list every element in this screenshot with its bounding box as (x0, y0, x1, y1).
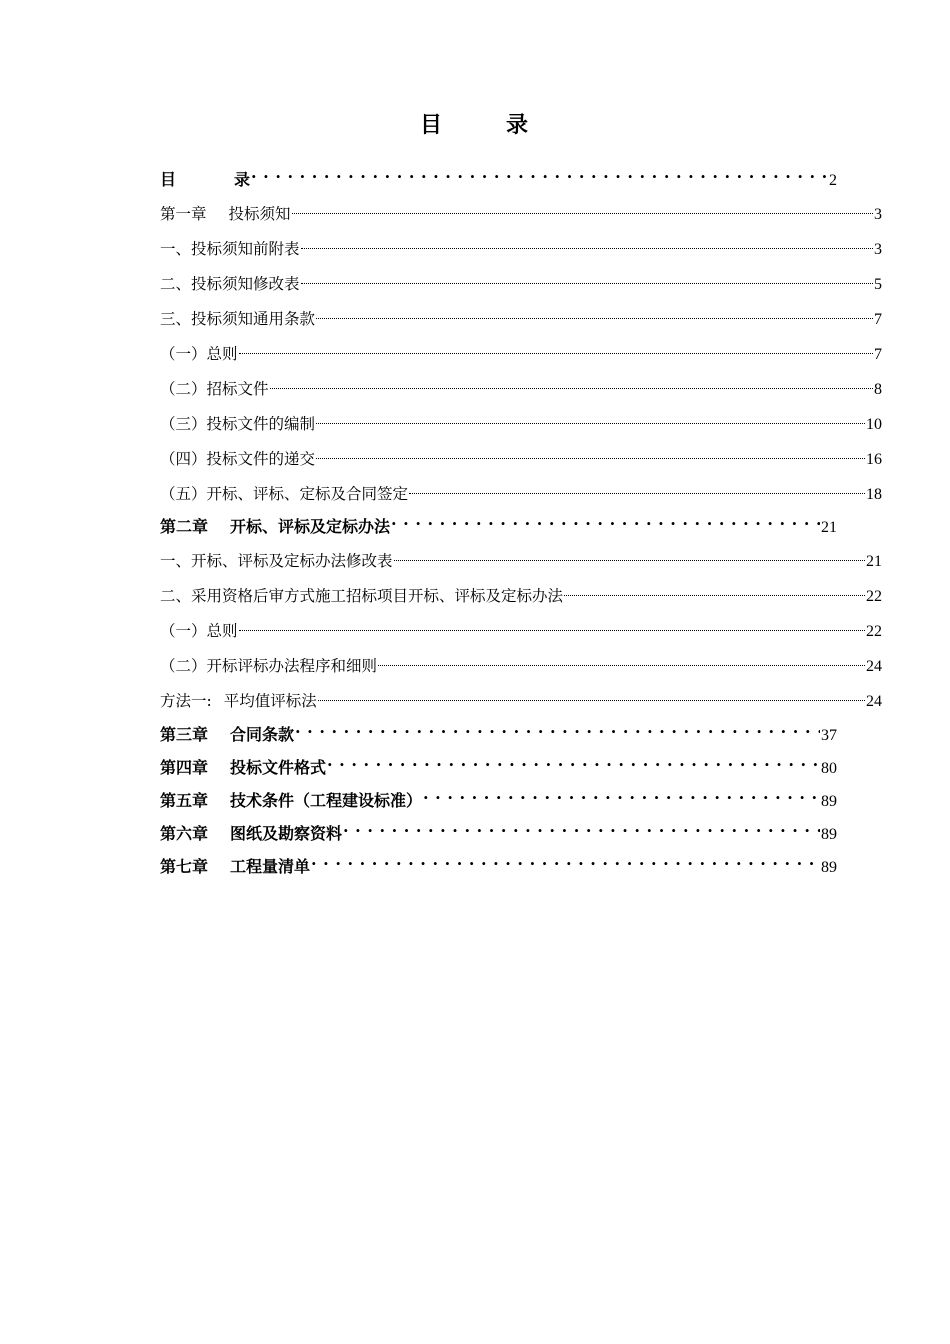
toc-page-number: 21 (866, 553, 882, 570)
toc-page-number: 10 (866, 416, 882, 433)
toc-page-number: 3 (874, 206, 882, 223)
toc-label: 一、开标、评标及定标办法修改表 (160, 552, 393, 570)
toc-entry-chapter-1[interactable] (160, 195, 882, 223)
toc-label: 录 (234, 170, 251, 189)
toc-label: 合同条款 (230, 725, 295, 744)
toc-entry-contents[interactable] (160, 161, 837, 189)
toc-label: （二）开标评标办法程序和细则 (160, 657, 378, 675)
toc-entry[interactable] (160, 577, 882, 605)
toc-entry-chapter-5[interactable] (160, 782, 837, 810)
toc-entry[interactable] (160, 682, 882, 710)
toc-entry[interactable] (160, 265, 882, 293)
toc-label: 目 (160, 170, 177, 189)
toc-page-number: 24 (866, 693, 882, 710)
toc-entry[interactable] (160, 612, 882, 640)
toc-label: 投标文件格式 (230, 758, 327, 777)
toc-page-number: 22 (866, 623, 882, 640)
toc-page-number: 89 (821, 859, 837, 876)
toc-page-number: 5 (874, 276, 882, 293)
toc-label: 一、投标须知前附表 (160, 240, 300, 258)
toc-label: 平均值评标法 (223, 692, 317, 710)
toc-label: 第七章 (160, 857, 209, 876)
toc-page-number: 16 (866, 451, 882, 468)
toc-label: （二）招标文件 (160, 380, 269, 398)
toc-label: （一）总则 (160, 622, 238, 640)
toc-label: 二、采用资格后审方式施工招标项目开标、评标及定标办法 (160, 587, 564, 605)
toc-entry[interactable] (160, 542, 882, 570)
toc-label: （四）投标文件的递交 (160, 450, 316, 468)
toc-entry[interactable] (160, 370, 882, 398)
toc-label: 第六章 (160, 824, 209, 843)
toc-page-number: 21 (821, 519, 837, 536)
toc-page-number: 18 (866, 486, 882, 503)
toc-page-number: 7 (874, 346, 882, 363)
toc-page-number: 80 (821, 760, 837, 777)
toc-page-number: 24 (866, 658, 882, 675)
toc-page-number: 22 (866, 588, 882, 605)
toc-entry[interactable] (160, 647, 882, 675)
toc-entry-chapter-6[interactable] (160, 815, 837, 843)
toc-entry-chapter-2[interactable] (160, 508, 837, 536)
toc-entry[interactable] (160, 335, 882, 363)
toc-label: （一）总则 (160, 345, 238, 363)
toc-label: 第三章 (160, 725, 209, 744)
toc-entry-chapter-3[interactable] (160, 716, 837, 744)
toc-entry[interactable] (160, 475, 882, 503)
toc-label: 第二章 (160, 517, 209, 536)
toc-label: 二、投标须知修改表 (160, 275, 300, 293)
toc-label: 第四章 (160, 758, 209, 777)
toc-page-number: 89 (821, 826, 837, 843)
toc-label: 第一章 (160, 205, 207, 223)
toc-label: 技术条件（工程建设标准） (230, 791, 423, 810)
toc-label: 三、投标须知通用条款 (160, 310, 316, 328)
toc-page-number: 8 (874, 381, 882, 398)
toc-label: 图纸及勘察资料 (230, 824, 343, 843)
title-part-1: 目 (419, 112, 444, 138)
toc-page-number: 37 (821, 727, 837, 744)
toc-label: （五）开标、评标、定标及合同签定 (160, 485, 409, 503)
toc-label: 开标、评标及定标办法 (230, 517, 391, 536)
toc-entry-chapter-4[interactable] (160, 749, 837, 777)
toc-page-number: 3 (874, 241, 882, 258)
toc-entry[interactable] (160, 230, 882, 258)
toc-label: 工程量清单 (230, 857, 311, 876)
toc-page-number: 89 (821, 793, 837, 810)
toc-page-number: 7 (874, 311, 882, 328)
toc-label: 第五章 (160, 791, 209, 810)
toc-label: 投标须知 (228, 205, 291, 223)
toc-entry[interactable] (160, 405, 882, 433)
toc-entry[interactable] (160, 440, 882, 468)
title-part-2: 录 (506, 112, 531, 138)
toc-label: 方法一: (160, 692, 212, 710)
toc-entry[interactable] (160, 300, 882, 328)
page-title (0, 108, 950, 139)
toc-page-number: 2 (829, 172, 837, 189)
toc-entry-chapter-7[interactable] (160, 848, 837, 876)
toc-label: （三）投标文件的编制 (160, 415, 316, 433)
